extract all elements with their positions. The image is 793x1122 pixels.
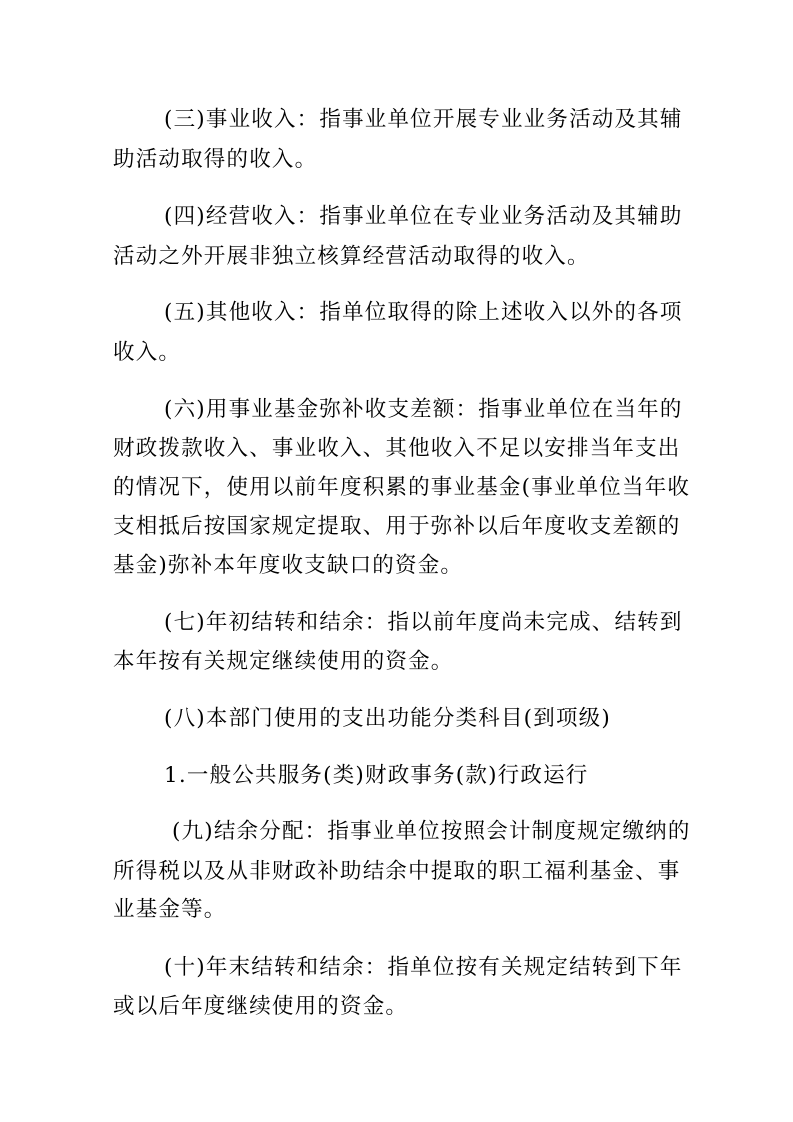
paragraph-8-line-1: (八)本部门使用的支出功能分类科目(到项级) xyxy=(164,706,611,731)
paragraph-5-line-1: (五)其他收入：指单位取得的除上述收入以外的各项 xyxy=(164,300,683,325)
paragraph-6-line-5: 基金)弥补本年度收支缺口的资金。 xyxy=(113,553,464,578)
paragraph-4-line-2: 活动之外开展非独立核算经营活动取得的收入。 xyxy=(113,244,590,269)
paragraph-10-line-2: 或以后年度继续使用的资金。 xyxy=(113,994,409,1019)
paragraph-8-1-line-1: 1.一般公共服务(类)财政事务(款)行政运行 xyxy=(164,763,589,788)
paragraph-6-line-3: 的情况下，使用以前年度积累的事业基金(事业单位当年收 xyxy=(113,475,691,500)
paragraph-3-line-1: (三)事业收入：指事业单位开展专业业务活动及其辅 xyxy=(164,107,683,132)
paragraph-7-line-1: (七)年初结转和结余：指以前年度尚未完成、结转到 xyxy=(164,610,683,635)
paragraph-6-line-4: 支相抵后按国家规定提取、用于弥补以后年度收支差额的 xyxy=(113,514,681,539)
paragraph-5-line-2: 收入。 xyxy=(113,340,182,365)
paragraph-6-line-2: 财政拨款收入、事业收入、其他收入不足以安排当年支出 xyxy=(113,436,681,461)
paragraph-3-line-2: 助活动取得的收入。 xyxy=(113,147,318,172)
paragraph-6-line-1: (六)用事业基金弥补收支差额：指事业单位在当年的 xyxy=(164,397,683,422)
paragraph-9-line-1: (九)结余分配：指事业单位按照会计制度规定缴纳的 xyxy=(172,819,691,844)
paragraph-10-line-1: (十)年末结转和结余：指单位按有关规定结转到下年 xyxy=(164,955,683,980)
paragraph-4-line-1: (四)经营收入：指事业单位在专业业务活动及其辅助 xyxy=(164,204,683,229)
paragraph-9-line-2: 所得税以及从非财政补助结余中提取的职工福利基金、事 xyxy=(113,859,681,884)
paragraph-7-line-2: 本年按有关规定继续使用的资金。 xyxy=(113,649,454,674)
paragraph-9-line-3: 业基金等。 xyxy=(113,897,227,922)
